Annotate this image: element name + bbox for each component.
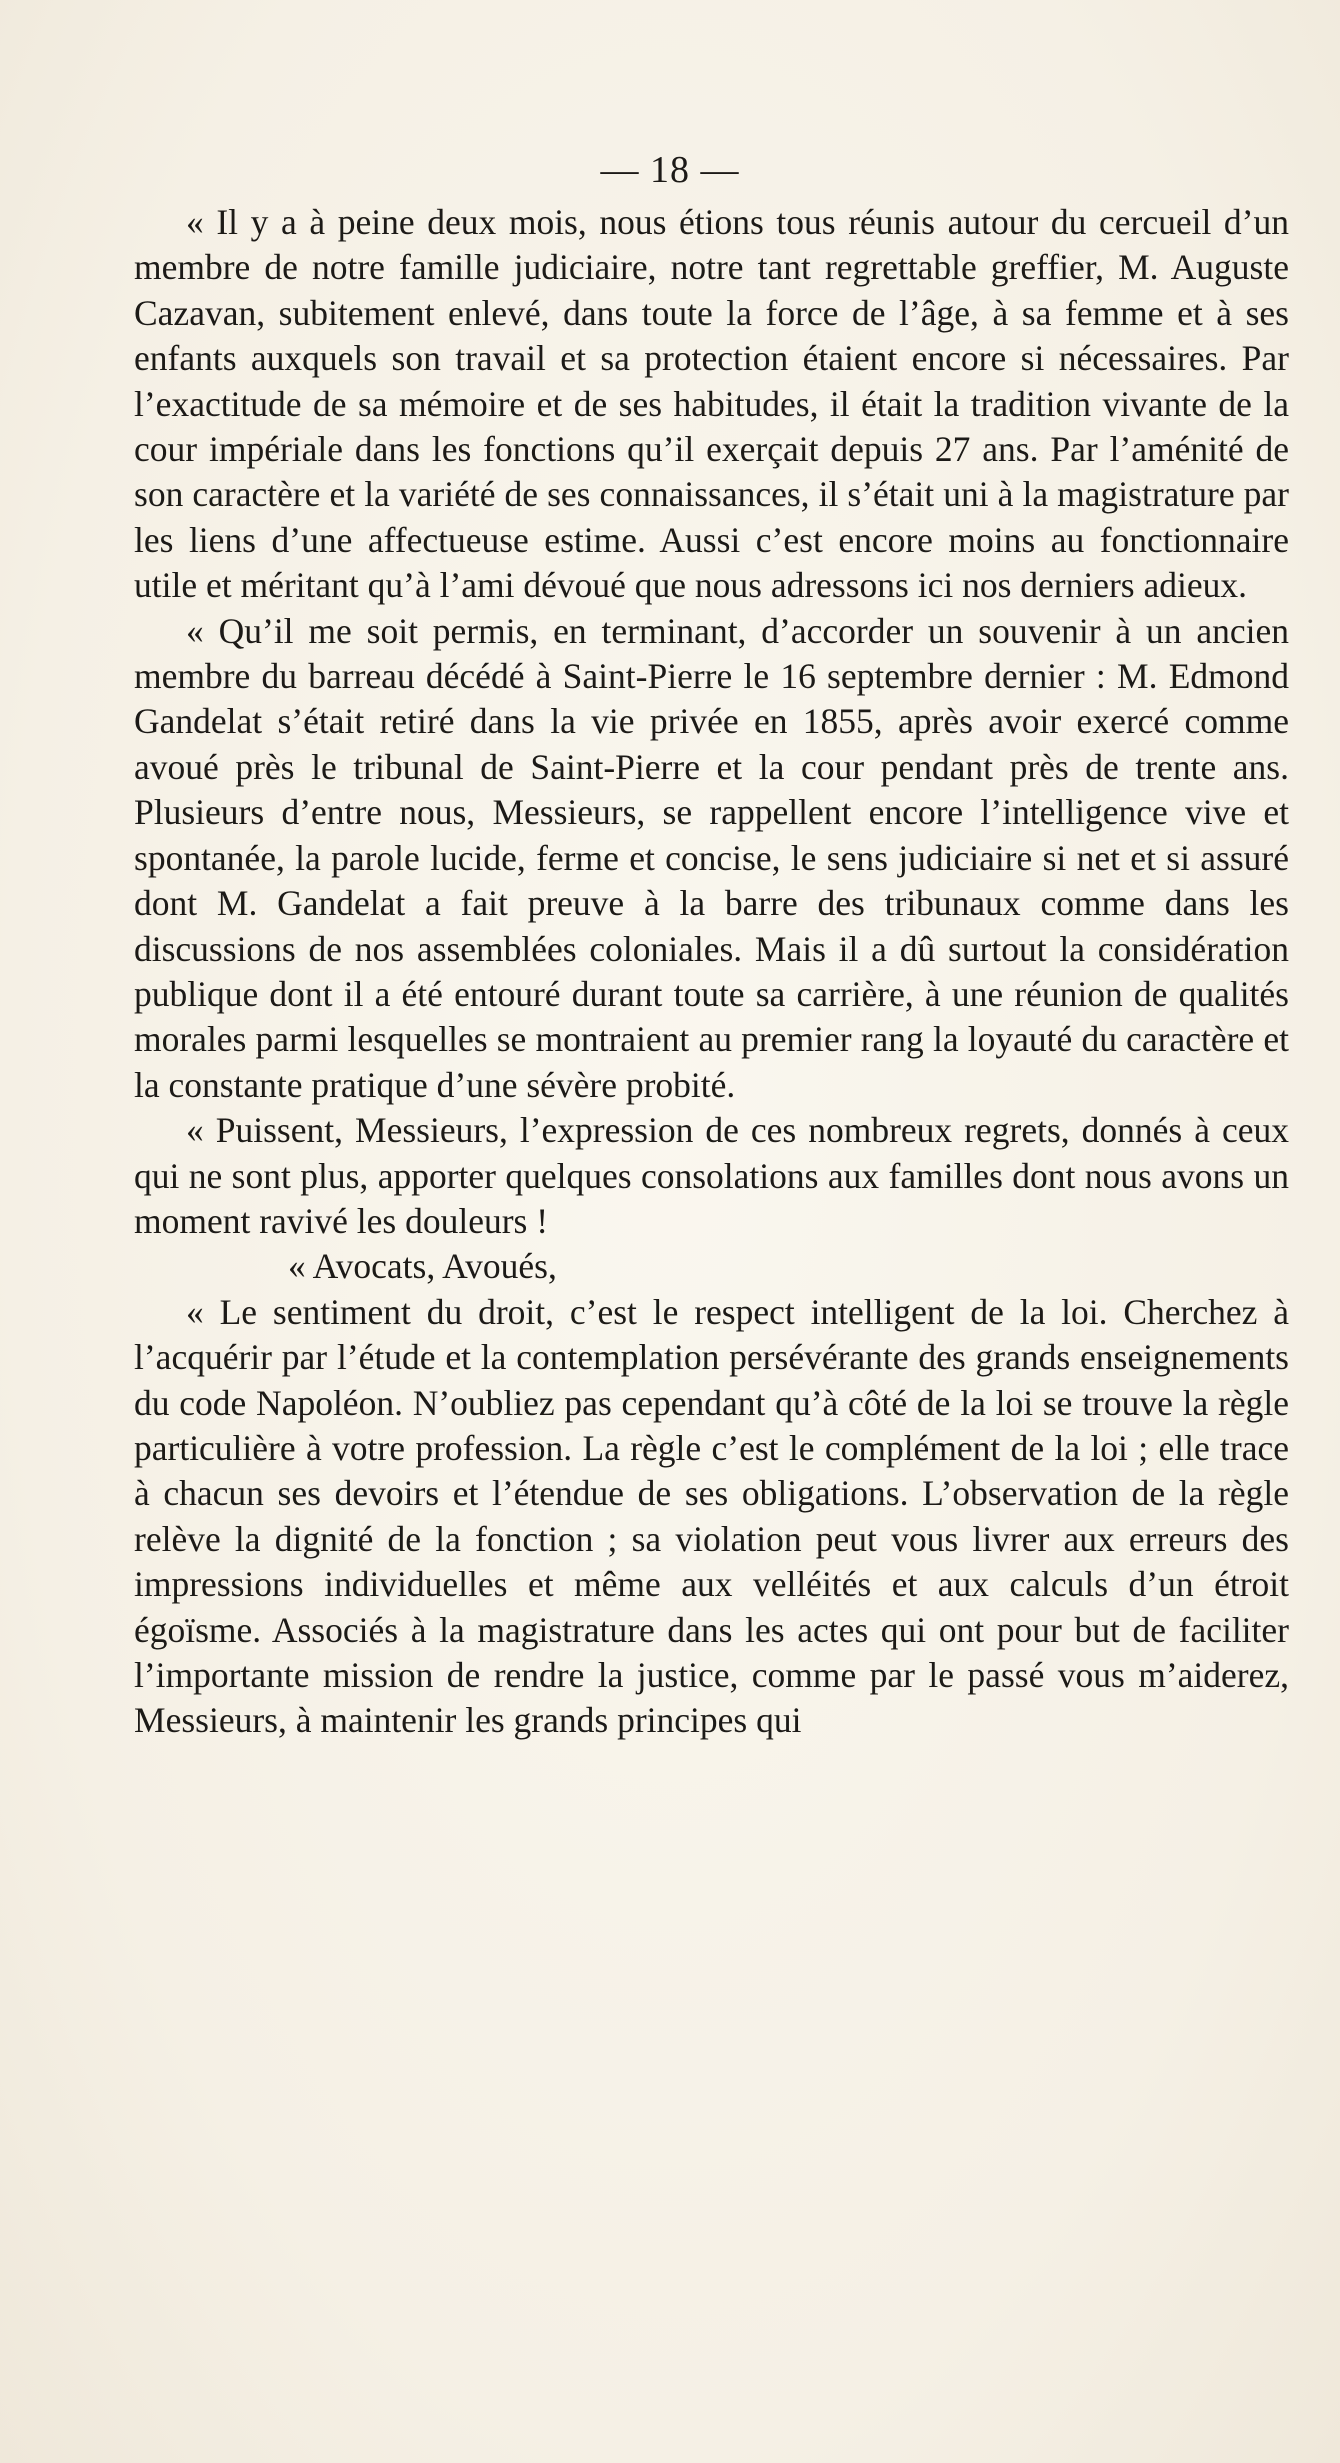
paragraph-sentiment-du-droit: « Le sentiment du droit, c’est le respect intelligent de la loi. Cherchez à l’acquérir par l’étude et la contemplation persévérante des grands enseignements du code Napoléon. N’oubliez pas cependant qu’à côté de la loi se trouve la règle particulière à votre profession. La règle c’est le complément de la loi ; elle trace à chacun ses devoirs et l’étendue de ses obligations. L’observation de la règle relève la dignité de la fonction ; sa violation peut vous livrer aux erreurs des impressions individuelles et même aux velléités et aux calculs d’un étroit égoïsme. Associés à la magistrature dans les actes qui ont pour but de faciliter l’importante mission de rendre la justice, comme par le passé vous m’aiderez, Messieurs, à maintenir les grands principes qui [134,1291,1289,1741]
paragraph-cazavan-eulogy: « Il y a à peine deux mois, nous étions tous réunis autour du cercueil d’un membre de notre famille judiciaire, notre tant regrettable greffier, M. Auguste Cazavan, subitement enlevé, dans toute la force de l’âge, à sa femme et à ses enfants auxquels son travail et sa protection étaient encore si nécessaires. Par l’exactitude de sa mémoire et de ses habitudes, il était la tradition vivante de la cour impériale dans les fonctions qu’il exerçait depuis 27 ans. Par l’aménité de son caractère et la variété de ses connaissances, il s’était uni à la magistrature par les liens d’une affectueuse estime. Aussi c’est encore moins au fonctionnaire utile et méritant qu’à l’ami dévoué que nous adressons ici nos derniers adieux. [134,202,1289,606]
paragraph-salutation: « Avocats, Avoués, [288,1246,557,1287]
page-number: — 18 — [600,149,740,191]
paragraph-condolences: « Puissent, Messieurs, l’expression de ces nombreux regrets, donnés à ceux qui ne sont plus, apporter quelques consolations aux familles dont nous avons un moment ravivé les douleurs ! [134,1110,1289,1241]
paragraph-gandelat-tribute: « Qu’il me soit permis, en terminant, d’accorder un souvenir à un ancien membre du barreau décédé à Saint-Pierre le 16 septembre dernier : M. Edmond Gandelat s’était retiré dans la vie privée en 1855, après avoir exercé comme avoué près le tribunal de Saint-Pierre et la cour pendant près de trente ans. Plusieurs d’entre nous, Messieurs, se rappellent encore l’intelligence vive et spontanée, la parole lucide, ferme et concise, le sens judiciaire si net et si assuré dont M. Gandelat a fait preuve à la barre des tribunaux comme dans les discussions de nos assemblées coloniales. Mais il a dû surtout la considération publique dont il a été entouré durant toute sa carrière, à une réunion de qualités morales parmi lesquelles se montraient au premier rang la loyauté du caractère et la constante pratique d’une sévère probité. [134,610,1289,1105]
body-text [134,200,1289,1744]
